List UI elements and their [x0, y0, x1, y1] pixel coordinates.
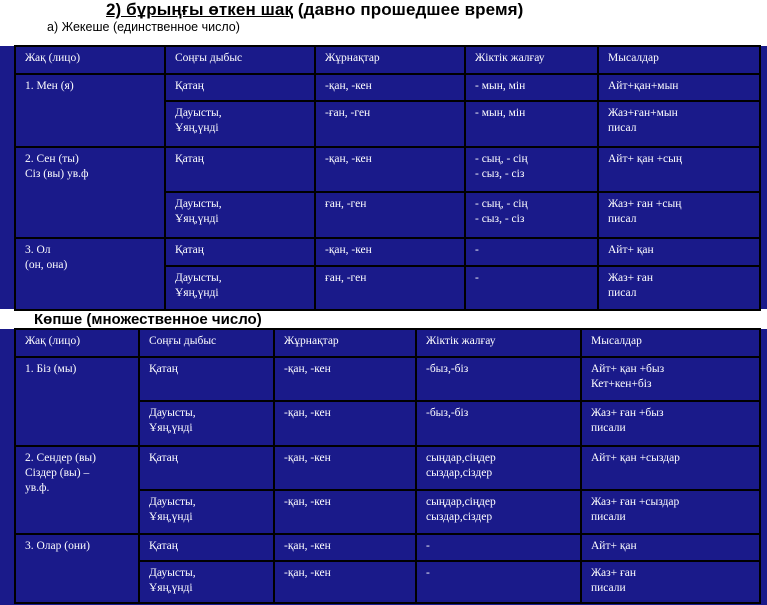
- cell-line: Дауысты,: [175, 272, 222, 284]
- example-cell: [581, 534, 760, 561]
- ending-cell: [465, 192, 598, 238]
- cell-line: Айт+ қан: [608, 244, 654, 256]
- suffix-cell: [274, 357, 416, 401]
- example-cell: [581, 401, 760, 446]
- suffix-cell: [274, 534, 416, 561]
- cell-line: Ұяң,үнді: [175, 287, 219, 299]
- cell-line: Жаз+ ған: [608, 272, 654, 284]
- cell-line: 3. Ол: [25, 244, 51, 256]
- cell-line: (он, она): [25, 259, 68, 271]
- cell-line: сыздар,сіздер: [426, 511, 493, 523]
- suffix-cell: [315, 192, 465, 238]
- cell-line: сыңдар,сіңдер: [426, 452, 496, 464]
- ending-cell: [416, 357, 581, 401]
- cell-line: Айт+ қан +быз: [591, 363, 665, 375]
- ending-cell: [465, 238, 598, 266]
- title-number: 2) бұрыңғы өткен шақ: [106, 0, 294, 19]
- ending-cell: [416, 534, 581, 561]
- cell-line: Дауысты,: [175, 198, 222, 210]
- page-title: [106, 0, 523, 20]
- ending-cell: [416, 401, 581, 446]
- singular-table: [14, 45, 761, 311]
- cell-line: - сың, - сің: [475, 198, 528, 210]
- person-cell: [15, 357, 139, 446]
- header-row: [15, 329, 760, 357]
- cell-line: -қан, -кен: [325, 153, 372, 165]
- column-header: Жіктік жалғау: [416, 329, 581, 357]
- table-row: [15, 238, 760, 266]
- cell-line: Кет+кен+біз: [591, 378, 652, 390]
- column-header: Мысалдар: [598, 46, 760, 74]
- suffix-cell: [315, 238, 465, 266]
- title-rest: (давно прошедшее время): [293, 0, 524, 19]
- cell-line: сыздар,сіздер: [426, 467, 493, 479]
- sound-cell: [139, 490, 274, 534]
- column-header: Жұрнақтар: [315, 46, 465, 74]
- suffix-cell: [315, 101, 465, 147]
- column-header: Жіктік жалғау: [465, 46, 598, 74]
- example-cell: [581, 446, 760, 490]
- cell-line: -қан, -кен: [284, 496, 331, 508]
- cell-line: сыңдар,сіңдер: [426, 496, 496, 508]
- ending-cell: [416, 561, 581, 603]
- person-cell: [15, 446, 139, 534]
- cell-line: Айт+ қан: [591, 540, 637, 552]
- example-cell: [598, 238, 760, 266]
- ending-cell: [416, 446, 581, 490]
- cell-line: -: [426, 567, 430, 579]
- cell-line: Қатаң: [149, 452, 178, 464]
- sound-cell: [165, 266, 315, 310]
- ending-cell: [416, 490, 581, 534]
- ending-cell: [465, 266, 598, 310]
- section-plural-title: Көпше (множественное число): [34, 311, 262, 328]
- cell-line: Сіздер (вы) –: [25, 467, 90, 479]
- cell-line: - сыз, - сіз: [475, 168, 525, 180]
- cell-line: ған, -ген: [325, 272, 367, 284]
- cell-line: Сіз (вы) ув.ф: [25, 168, 89, 180]
- cell-line: Қатаң: [175, 153, 204, 165]
- table-row: [15, 74, 760, 101]
- cell-line: 1. Мен (я): [25, 80, 74, 92]
- example-cell: [598, 147, 760, 192]
- ending-cell: [465, 101, 598, 147]
- cell-line: писали: [591, 511, 626, 523]
- cell-line: 2. Сендер (вы): [25, 452, 96, 464]
- cell-line: Ұяң,үнді: [149, 422, 193, 434]
- cell-line: Жаз+ған+мын: [608, 107, 678, 119]
- cell-line: -: [475, 244, 479, 256]
- cell-line: Айт+қан+мын: [608, 80, 679, 92]
- sound-cell: [139, 446, 274, 490]
- table-row: [15, 534, 760, 561]
- ending-cell: [465, 74, 598, 101]
- sound-cell: [139, 561, 274, 603]
- column-header: Соңғы дыбыс: [139, 329, 274, 357]
- cell-line: -қан, -кен: [284, 567, 331, 579]
- sound-cell: [165, 101, 315, 147]
- person-cell: [15, 238, 165, 310]
- suffix-cell: [274, 490, 416, 534]
- suffix-cell: [274, 446, 416, 490]
- cell-line: -қан, -кен: [325, 80, 372, 92]
- cell-line: писали: [591, 582, 626, 594]
- sound-cell: [139, 401, 274, 446]
- cell-line: - сыз, - сіз: [475, 213, 525, 225]
- suffix-cell: [274, 401, 416, 446]
- sound-cell: [165, 147, 315, 192]
- cell-line: Дауысты,: [149, 407, 196, 419]
- cell-line: 1. Біз (мы): [25, 363, 77, 375]
- ending-cell: [465, 147, 598, 192]
- suffix-cell: [315, 266, 465, 310]
- cell-line: - сың, - сің: [475, 153, 528, 165]
- cell-line: Жаз+ ған +сыздар: [591, 496, 680, 508]
- example-cell: [581, 490, 760, 534]
- cell-line: -қан, -кен: [284, 540, 331, 552]
- cell-line: Ұяң,үнді: [175, 213, 219, 225]
- cell-line: -быз,-біз: [426, 407, 469, 419]
- header-row: [15, 46, 760, 74]
- suffix-cell: [274, 561, 416, 603]
- cell-line: ув.ф.: [25, 482, 50, 494]
- sound-cell: [165, 74, 315, 101]
- table-row: [15, 147, 760, 192]
- table-row: [15, 446, 760, 490]
- cell-line: -быз,-біз: [426, 363, 469, 375]
- cell-line: писал: [608, 213, 637, 225]
- example-cell: [581, 357, 760, 401]
- cell-line: 2. Сен (ты): [25, 153, 79, 165]
- cell-line: писал: [608, 287, 637, 299]
- cell-line: Дауысты,: [149, 496, 196, 508]
- cell-line: Жаз+ ған +сың: [608, 198, 682, 210]
- cell-line: Қатаң: [175, 80, 204, 92]
- example-cell: [598, 74, 760, 101]
- cell-line: Айт+ қан +сың: [608, 153, 683, 165]
- plural-table: [14, 328, 761, 604]
- person-cell: [15, 74, 165, 147]
- suffix-cell: [315, 147, 465, 192]
- sound-cell: [139, 357, 274, 401]
- sound-cell: [139, 534, 274, 561]
- subtitle-singular: а) Жекеше (единственное число): [47, 20, 240, 34]
- cell-line: - мын, мін: [475, 80, 526, 92]
- cell-line: писали: [591, 422, 626, 434]
- cell-line: -: [426, 540, 430, 552]
- sound-cell: [165, 192, 315, 238]
- cell-line: Дауысты,: [175, 107, 222, 119]
- cell-line: писал: [608, 122, 637, 134]
- cell-line: Ұяң,үнді: [149, 511, 193, 523]
- cell-line: -ған, -ген: [325, 107, 371, 119]
- person-cell: [15, 147, 165, 238]
- table-row: [15, 357, 760, 401]
- person-cell: [15, 534, 139, 603]
- cell-line: -қан, -кен: [284, 452, 331, 464]
- example-cell: [598, 192, 760, 238]
- cell-line: -: [475, 272, 479, 284]
- cell-line: Дауысты,: [149, 567, 196, 579]
- example-cell: [598, 266, 760, 310]
- column-header: Жұрнақтар: [274, 329, 416, 357]
- cell-line: ған, -ген: [325, 198, 367, 210]
- cell-line: Қатаң: [149, 363, 178, 375]
- column-header: Жақ (лицо): [15, 46, 165, 74]
- column-header: Жақ (лицо): [15, 329, 139, 357]
- cell-line: -қан, -кен: [325, 244, 372, 256]
- cell-line: -қан, -кен: [284, 407, 331, 419]
- cell-line: Қатаң: [175, 244, 204, 256]
- suffix-cell: [315, 74, 465, 101]
- cell-line: Айт+ қан +сыздар: [591, 452, 680, 464]
- cell-line: Ұяң,үнді: [149, 582, 193, 594]
- sound-cell: [165, 238, 315, 266]
- cell-line: Жаз+ ған +быз: [591, 407, 664, 419]
- cell-line: - мын, мін: [475, 107, 526, 119]
- cell-line: Қатаң: [149, 540, 178, 552]
- column-header: Мысалдар: [581, 329, 760, 357]
- cell-line: 3. Олар (они): [25, 540, 90, 552]
- cell-line: -қан, -кен: [284, 363, 331, 375]
- cell-line: Жаз+ ған: [591, 567, 637, 579]
- example-cell: [598, 101, 760, 147]
- column-header: Соңғы дыбыс: [165, 46, 315, 74]
- example-cell: [581, 561, 760, 603]
- cell-line: Ұяң,үнді: [175, 122, 219, 134]
